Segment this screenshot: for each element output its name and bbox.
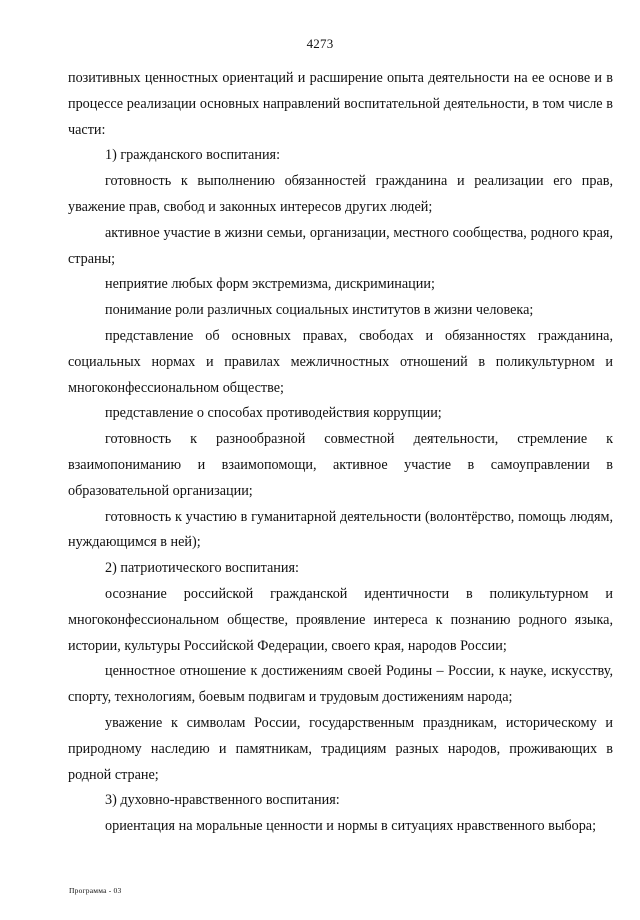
- section-heading-patriotic: 2) патриотического воспитания:: [105, 560, 299, 577]
- page-number: 4273: [306, 36, 334, 51]
- paragraph: ориентация на моральные ценности и нормы в ситуациях нравственного выбора;: [105, 818, 597, 835]
- paragraph: понимание роли различных социальных институтов в жизни человека;: [105, 302, 534, 319]
- paragraph: неприятие любых форм экстремизма, дискриминации;: [105, 276, 435, 293]
- paragraph: готовность к участию в гуманитарной деятельности (волонтёрство, помощь людям, нуждающимся в ней);: [68, 508, 613, 551]
- paragraph: ценностное отношение к достижениям своей Родины – России, к науке, искусству, спорту, технологиям, боевым подвигам и трудовым достижениям народа;: [68, 663, 613, 706]
- paragraph: активное участие в жизни семьи, организации, местного сообщества, родного края, страны;: [68, 224, 613, 267]
- paragraph: уважение к символам России, государственным праздникам, историческому и природному наследию и памятникам, традициям разных народов, проживающих в родной стране;: [68, 714, 613, 783]
- paragraph: готовность к разнообразной совместной деятельности, стремление к взаимопониманию и взаимопомощи, активное участие в самоуправлении в образовательной организации;: [68, 431, 613, 499]
- paragraph: осознание российской гражданской идентичности в поликультурном и многоконфессиональном обществе, проявление интереса к познанию родного языка, истории, культуры Российской Федерации, своего края, народов России;: [68, 585, 613, 654]
- paragraph-intro: позитивных ценностных ориентаций и расширение опыта деятельности на ее основе и в процессе реализации основных направлений воспитательной деятельности, в том числе в части:: [68, 70, 613, 138]
- paragraph: представление об основных правах, свободах и обязанностях гражданина, социальных нормах и правилах межличностных отношений в поликультурном и многоконфессиональном обществе;: [68, 327, 613, 396]
- section-heading-spiritual: 3) духовно-нравственного воспитания:: [105, 792, 340, 809]
- section-heading-civic: 1) гражданского воспитания:: [105, 147, 281, 164]
- footer-label: Программа - 03: [69, 886, 122, 895]
- paragraph: представление о способах противодействия коррупции;: [105, 405, 442, 422]
- paragraph: готовность к выполнению обязанностей гражданина и реализации его прав, уважение прав, свобод и законных интересов других людей;: [68, 173, 613, 215]
- document-body: [68, 66, 613, 840]
